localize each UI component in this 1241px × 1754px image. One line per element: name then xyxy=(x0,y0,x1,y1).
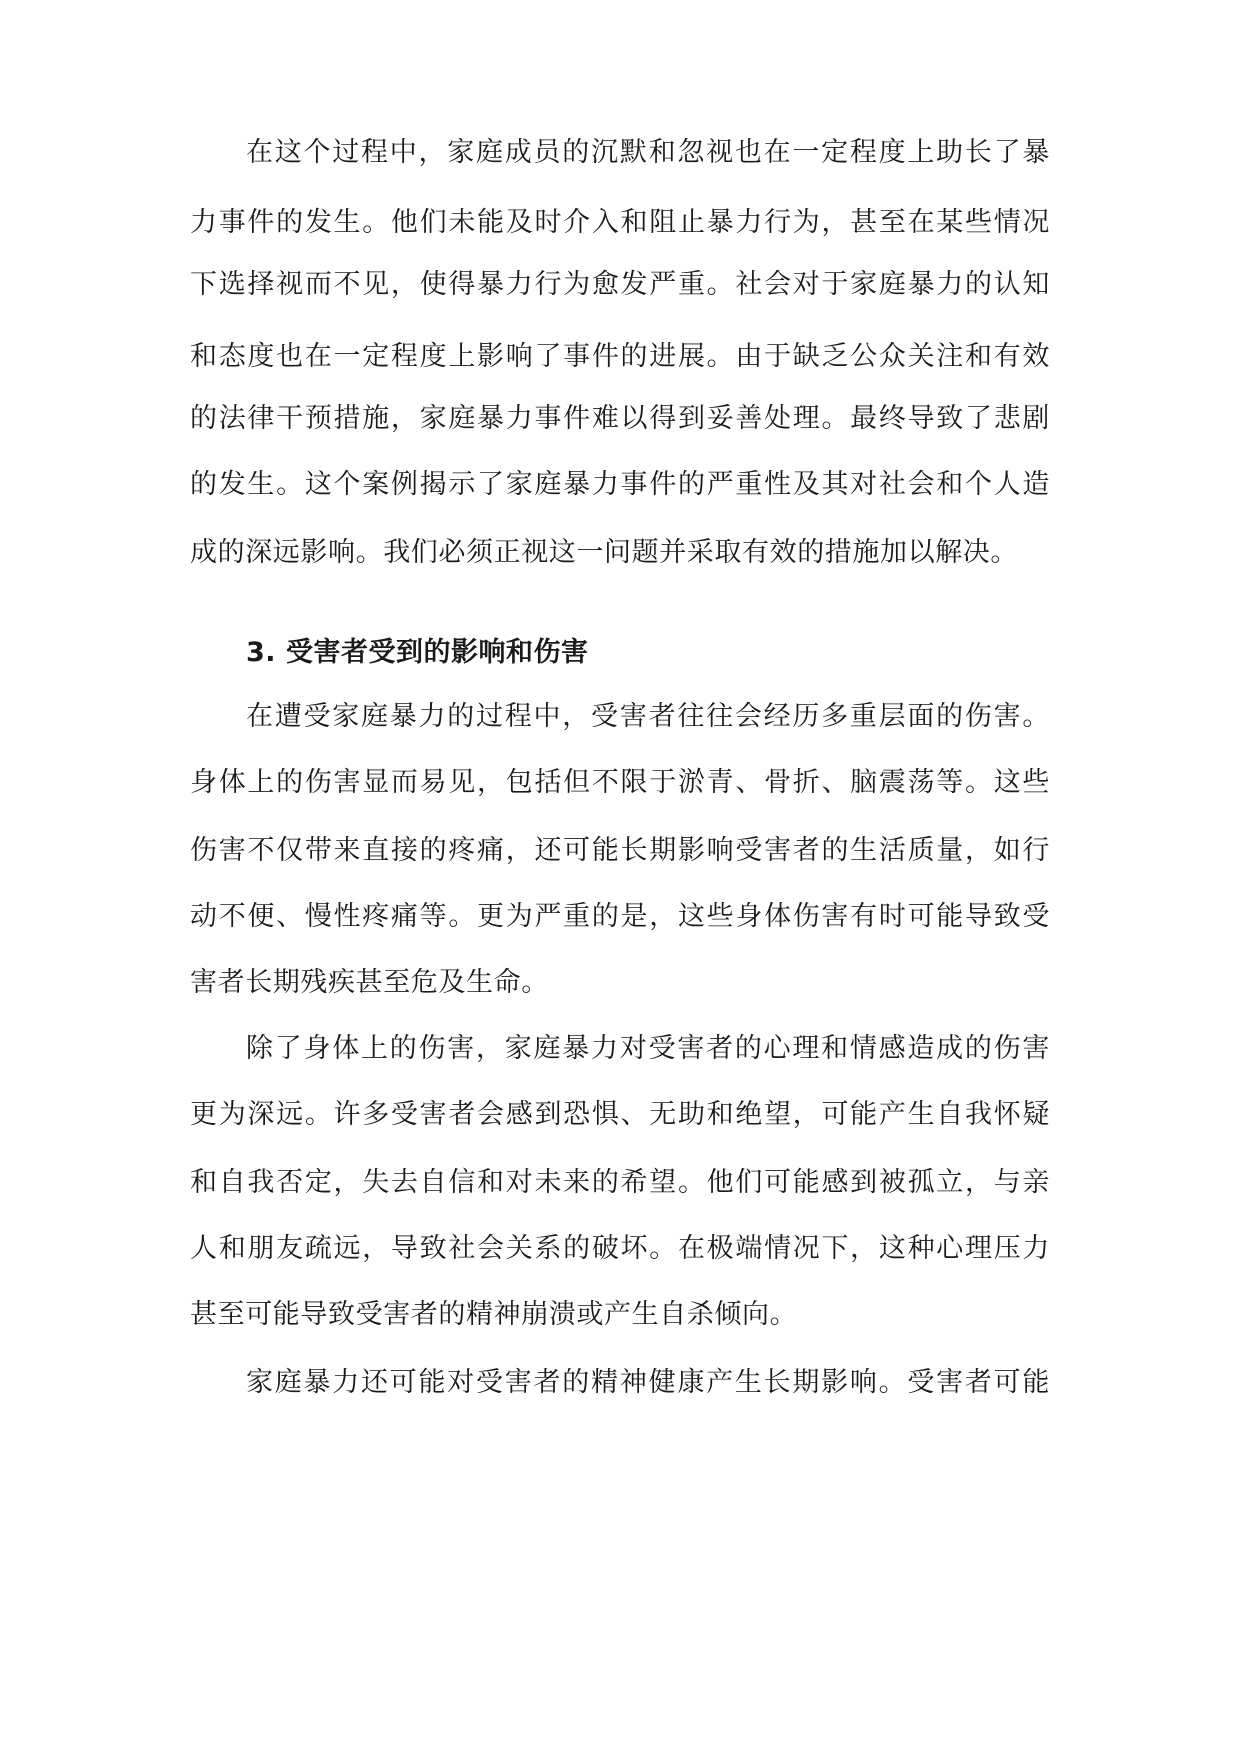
section-heading: 3. 受害者受到的影响和伤害 xyxy=(246,637,589,668)
paragraph-3-line-4: 人和朋友疏远，导致社会关系的破坏。在极端情况下，这种心理压力 xyxy=(190,1233,1050,1264)
paragraph-1-line-4: 和态度也在一定程度上影响了事件的进展。由于缺乏公众关注和有效 xyxy=(190,341,1050,372)
paragraph-2-line-3: 伤害不仅带来直接的疼痛，还可能长期影响受害者的生活质量，如行 xyxy=(190,835,1050,866)
paragraph-2-line-2: 身体上的伤害显而易见，包括但不限于淤青、骨折、脑震荡等。这些 xyxy=(190,767,1050,798)
paragraph-2-line-4: 动不便、慢性疼痛等。更为严重的是，这些身体伤害有时可能导致受 xyxy=(190,901,1050,932)
paragraph-1-line-2: 力事件的发生。他们未能及时介入和阻止暴力行为，甚至在某些情况 xyxy=(190,207,1050,238)
paragraph-2-line-5: 害者长期残疾甚至危及生命。 xyxy=(190,967,549,998)
paragraph-3-line-2: 更为深远。许多受害者会感到恐惧、无助和绝望，可能产生自我怀疑 xyxy=(190,1099,1050,1130)
paragraph-1-line-5: 的法律干预措施，家庭暴力事件难以得到妥善处理。最终导致了悲剧 xyxy=(190,403,1050,434)
paragraph-1-line-3: 下选择视而不见，使得暴力行为愈发严重。社会对于家庭暴力的认知 xyxy=(190,269,1050,300)
paragraph-3-line-5: 甚至可能导致受害者的精神崩溃或产生自杀倾向。 xyxy=(190,1299,798,1330)
paragraph-1-line-6: 的发生。这个案例揭示了家庭暴力事件的严重性及其对社会和个人造 xyxy=(190,469,1050,500)
paragraph-3-line-3: 和自我否定，失去自信和对未来的希望。他们可能感到被孤立，与亲 xyxy=(190,1167,1050,1198)
paragraph-2-line-1: 在遭受家庭暴力的过程中，受害者往往会经历多重层面的伤害。 xyxy=(246,701,1050,732)
paragraph-3-line-1: 除了身体上的伤害，家庭暴力对受害者的心理和情感造成的伤害 xyxy=(246,1033,1050,1064)
paragraph-4-line-1: 家庭暴力还可能对受害者的精神健康产生长期影响。受害者可能 xyxy=(246,1367,1050,1398)
paragraph-1-line-7: 成的深远影响。我们必须正视这一问题并采取有效的措施加以解决。 xyxy=(190,537,1018,568)
paragraph-1-line-1: 在这个过程中，家庭成员的沉默和忽视也在一定程度上助长了暴 xyxy=(246,137,1050,168)
